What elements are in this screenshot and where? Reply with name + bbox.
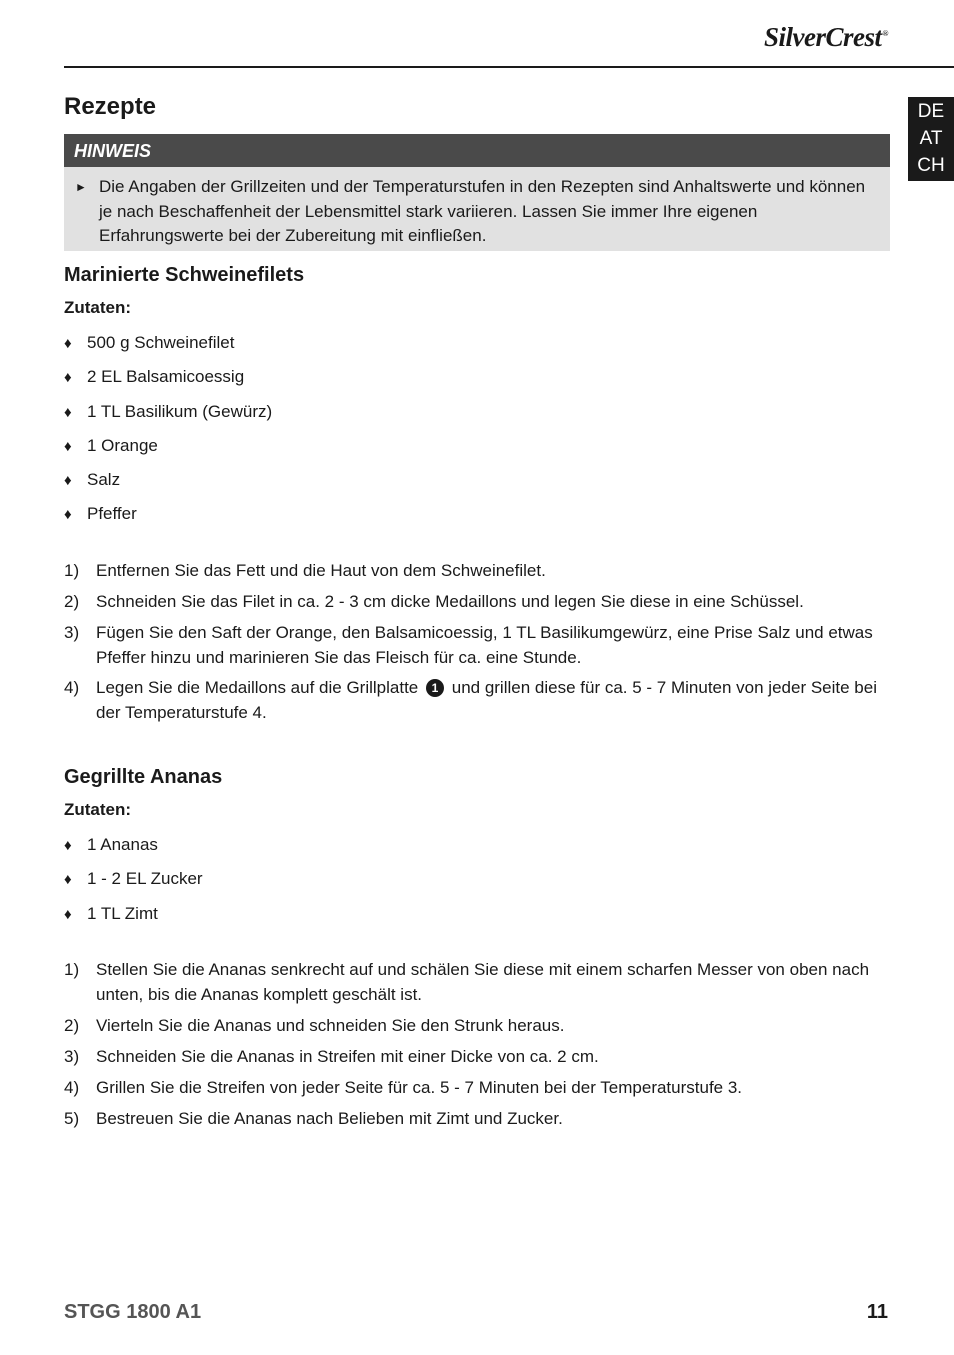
step-item: 4) Grillen Sie die Streifen von jeder Seite für ca. 5 - 7 Minuten bei der Temperaturstufe 3. <box>64 1078 743 1097</box>
ingredients-heading: Zutaten: <box>64 298 132 317</box>
diamond-icon: ♦ <box>64 369 72 386</box>
diamond-icon: ♦ <box>64 404 72 421</box>
diamond-icon: ♦ <box>64 837 72 854</box>
recipe-title: Gegrillte Ananas <box>64 766 223 788</box>
note-body <box>64 167 890 249</box>
diamond-icon: ♦ <box>64 438 72 455</box>
ingredient-item: ♦ Pfeffer <box>64 503 137 525</box>
diamond-icon: ♦ <box>64 906 72 923</box>
arrow-right-icon: ► <box>75 180 87 194</box>
header-rule <box>64 66 954 68</box>
step-item: 1) Entfernen Sie das Fett und die Haut von dem Schweinefilet. <box>64 561 546 580</box>
ingredient-item: ♦ 1 - 2 EL Zucker <box>64 868 203 890</box>
ingredient-item: ♦ Salz <box>64 469 120 491</box>
ingredient-item: ♦ 1 Ananas <box>64 834 158 856</box>
page-title: Rezepte <box>64 93 157 120</box>
note-box <box>64 134 890 251</box>
page-number: 11 <box>866 1301 888 1323</box>
ingredients-heading: Zutaten: <box>64 800 132 819</box>
ingredient-item: ♦ 500 g Schweinefilet <box>64 332 234 354</box>
ingredient-item: ♦ 1 TL Basilikum (Gewürz) <box>64 401 272 423</box>
diamond-icon: ♦ <box>64 506 72 523</box>
note-text: Die Angaben der Grillzeiten und der Temperaturstufen in den Rezepten sind Anhaltswerte und können je nach Beschaffenheit der Lebensmittel stark variieren. Lassen Sie immer Ihre eigenen Erfahrungswerte bei der Zubereitung mit einfließen. <box>99 177 866 245</box>
step-item: 2) Vierteln Sie die Ananas und schneiden Sie den Strunk heraus. <box>64 1016 565 1035</box>
language-de: DE <box>917 101 945 122</box>
language-at: AT <box>919 128 943 149</box>
step-item: 4) Legen Sie die Medaillons auf die Grillplatte 1 und grillen diese für ca. 5 - 7 Minuten von jeder Seite bei der Temperaturstufe 4. <box>64 678 877 722</box>
step-item: 3) Schneiden Sie die Ananas in Streifen mit einer Dicke von ca. 2 cm. <box>64 1047 599 1066</box>
step-item: 2) Schneiden Sie das Filet in ca. 2 - 3 cm dicke Medaillons und legen Sie diese in eine Schüssel. <box>64 592 804 611</box>
diamond-icon: ♦ <box>64 472 72 489</box>
language-ch: CH <box>917 155 945 176</box>
step-item: 1) Stellen Sie die Ananas senkrecht auf und schälen Sie diese mit einem scharfen Messer von oben nach unten, bis die Ananas komplett geschält ist. <box>64 960 870 1004</box>
step-item: 5) Bestreuen Sie die Ananas nach Belieben mit Zimt und Zucker. <box>64 1109 563 1128</box>
ingredient-item: ♦ 1 TL Zimt <box>64 903 158 925</box>
brand-logo: SilverCrest® <box>764 22 888 52</box>
footer-model: STGG 1800 A1 <box>64 1301 202 1323</box>
note-heading: HINWEIS <box>64 134 890 167</box>
diamond-icon: ♦ <box>64 871 72 888</box>
ingredient-item: ♦ 2 EL Balsamicoessig <box>64 366 244 388</box>
step-item: 3) Fügen Sie den Saft der Orange, den Balsamicoessig, 1 TL Basilikumgewürz, eine Prise Salz und etwas Pfeffer hinzu und marinieren Sie das Fleisch für ca. eine Stunde. <box>64 623 873 667</box>
ingredient-item: ♦ 1 Orange <box>64 435 158 457</box>
circled-number-icon: 1 <box>426 679 444 697</box>
language-tab <box>908 97 954 181</box>
diamond-icon: ♦ <box>64 335 72 352</box>
recipe-title: Marinierte Schweinefilets <box>64 264 305 286</box>
